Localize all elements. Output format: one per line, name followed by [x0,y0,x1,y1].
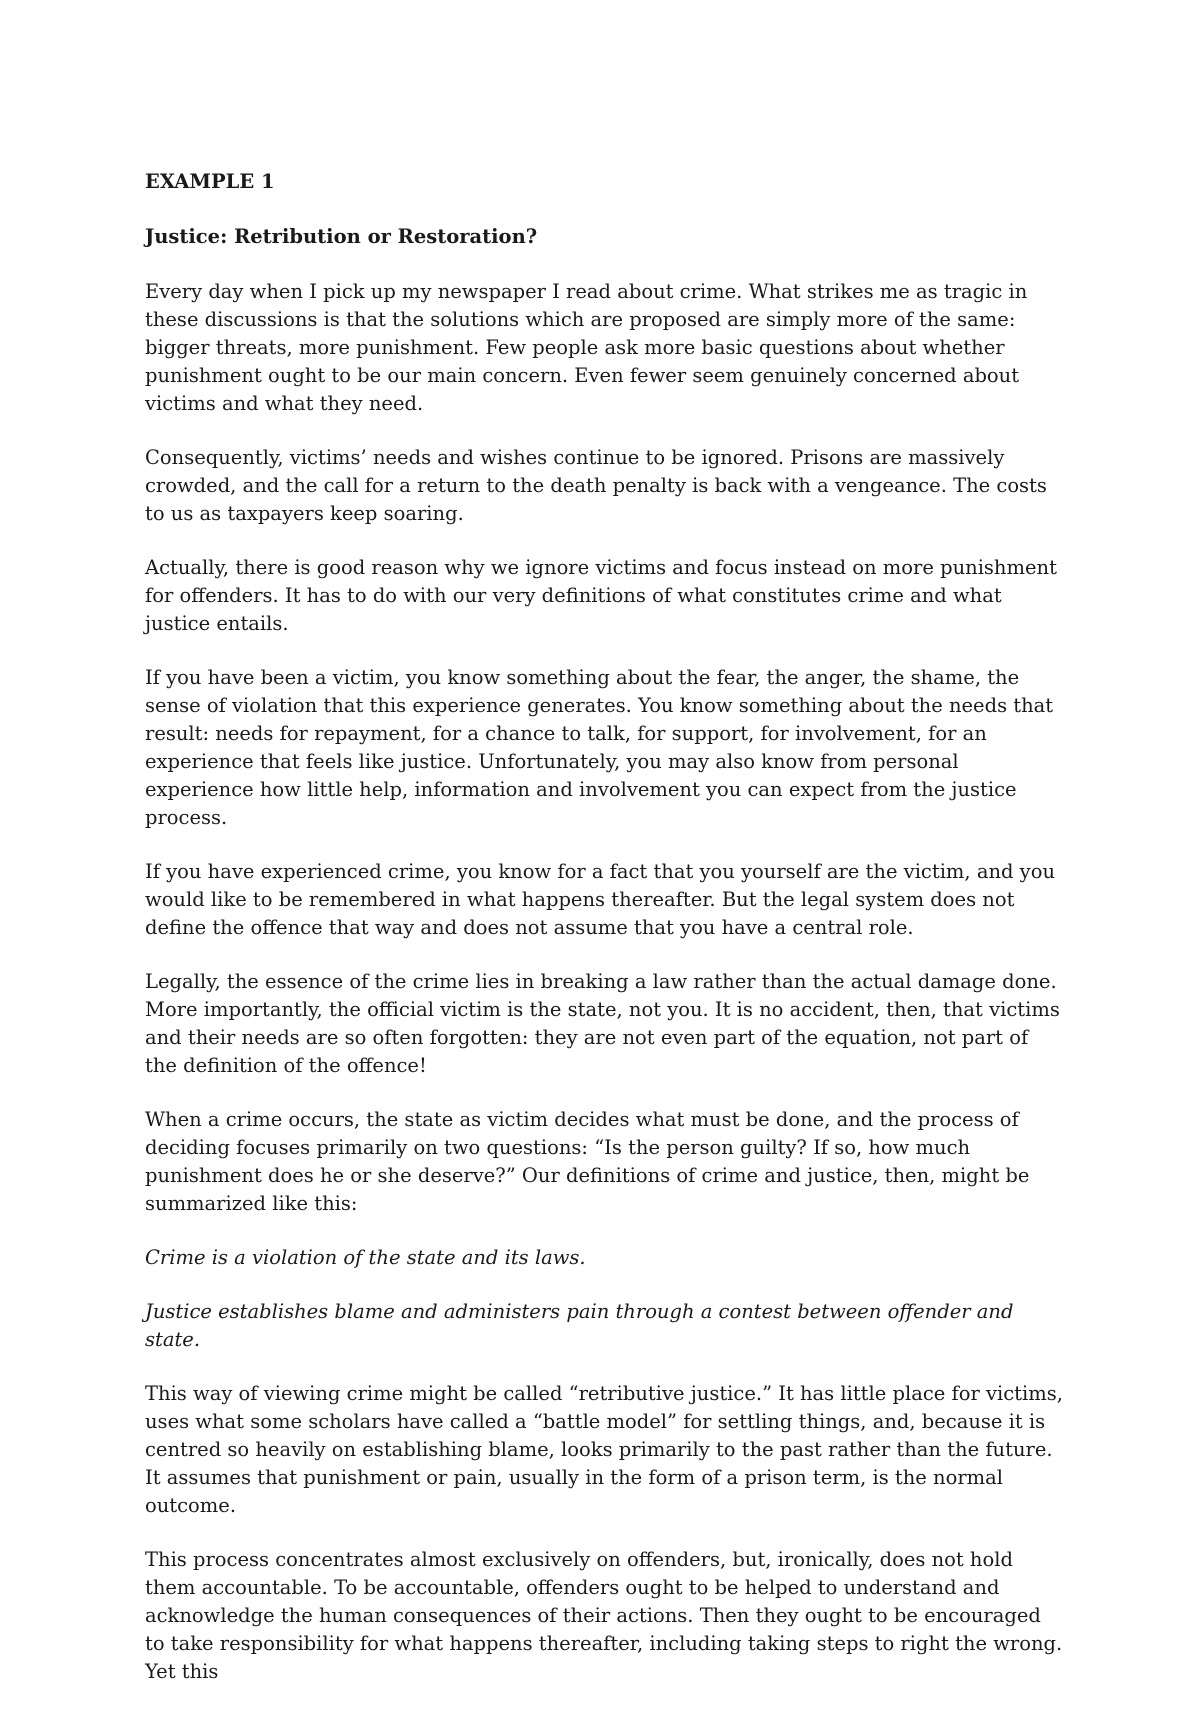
paragraph-3: Actually, there is good reason why we ignore victims and focus instead on more punishment for offenders. It has to do with our very definitions of what constitutes crime and what justice entails. [145,556,1057,635]
paragraph-7: When a crime occurs, the state as victim decides what must be done, and the process of deciding focuses primarily on two questions: “Is the person guilty? If so, how much punishment does he or she deserve?” Our definitions of crime and justice, then, might be summarized like this: [145,1108,1030,1215]
paragraph-4: If you have been a victim, you know something about the fear, the anger, the shame, the sense of violation that this experience generates. You know something about the needs that result: needs for repayment, for a chance to talk, for support, for involvement, for an experience that feels like justice. Unfortunately, you may also know from personal experience how little help, information and involvement you can expect from the justice process. [145,666,1054,829]
paragraph-8: This way of viewing crime might be called “retributive justice.” It has little place for victims, uses what some scholars have called a “battle model” for settling things, and, because it is centred so heavily on establishing blame, looks primarily to the past rather than the future. It assumes that punishment or pain, usually in the form of a prison term, is the normal outcome. [145,1382,1063,1517]
justice-definition: Justice establishes blame and administers pain through a contest between offender and state. [145,1300,1014,1351]
document-page [145,168,1065,1712]
example-label: EXAMPLE 1 [145,170,275,193]
paragraph-2: Consequently, victims’ needs and wishes continue to be ignored. Prisons are massively crowded, and the call for a return to the death penalty is back with a vengeance. The costs to us as taxpayers keep soaring. [145,446,1047,525]
crime-definition: Crime is a violation of the state and its laws. [145,1246,586,1269]
paragraph-9: This process concentrates almost exclusively on offenders, but, ironically, does not hold them accountable. To be accountable, offenders ought to be helped to understand and acknowledge the human consequences of their actions. Then they ought to be encouraged to take responsibility for what happens thereafter, including taking steps to right the wrong. Yet this [145,1548,1063,1683]
paragraph-5: If you have experienced crime, you know for a fact that you yourself are the victim, and you would like to be remembered in what happens thereafter. But the legal system does not define the offence that way and does not assume that you have a central role. [145,860,1055,939]
document-title: Justice: Retribution or Restoration? [145,225,538,248]
paragraph-6: Legally, the essence of the crime lies in breaking a law rather than the actual damage done. More importantly, the official victim is the state, not you. It is no accident, then, that victims and their needs are so often forgotten: they are not even part of the equation, not part of the definition of the offence! [145,970,1060,1077]
paragraph-1: Every day when I pick up my newspaper I read about crime. What strikes me as tragic in these discussions is that the solutions which are proposed are simply more of the same: bigger threats, more punishment. Few people ask more basic questions about whether punishment ought to be our main concern. Even fewer seem genuinely concerned about victims and what they need. [145,280,1028,415]
